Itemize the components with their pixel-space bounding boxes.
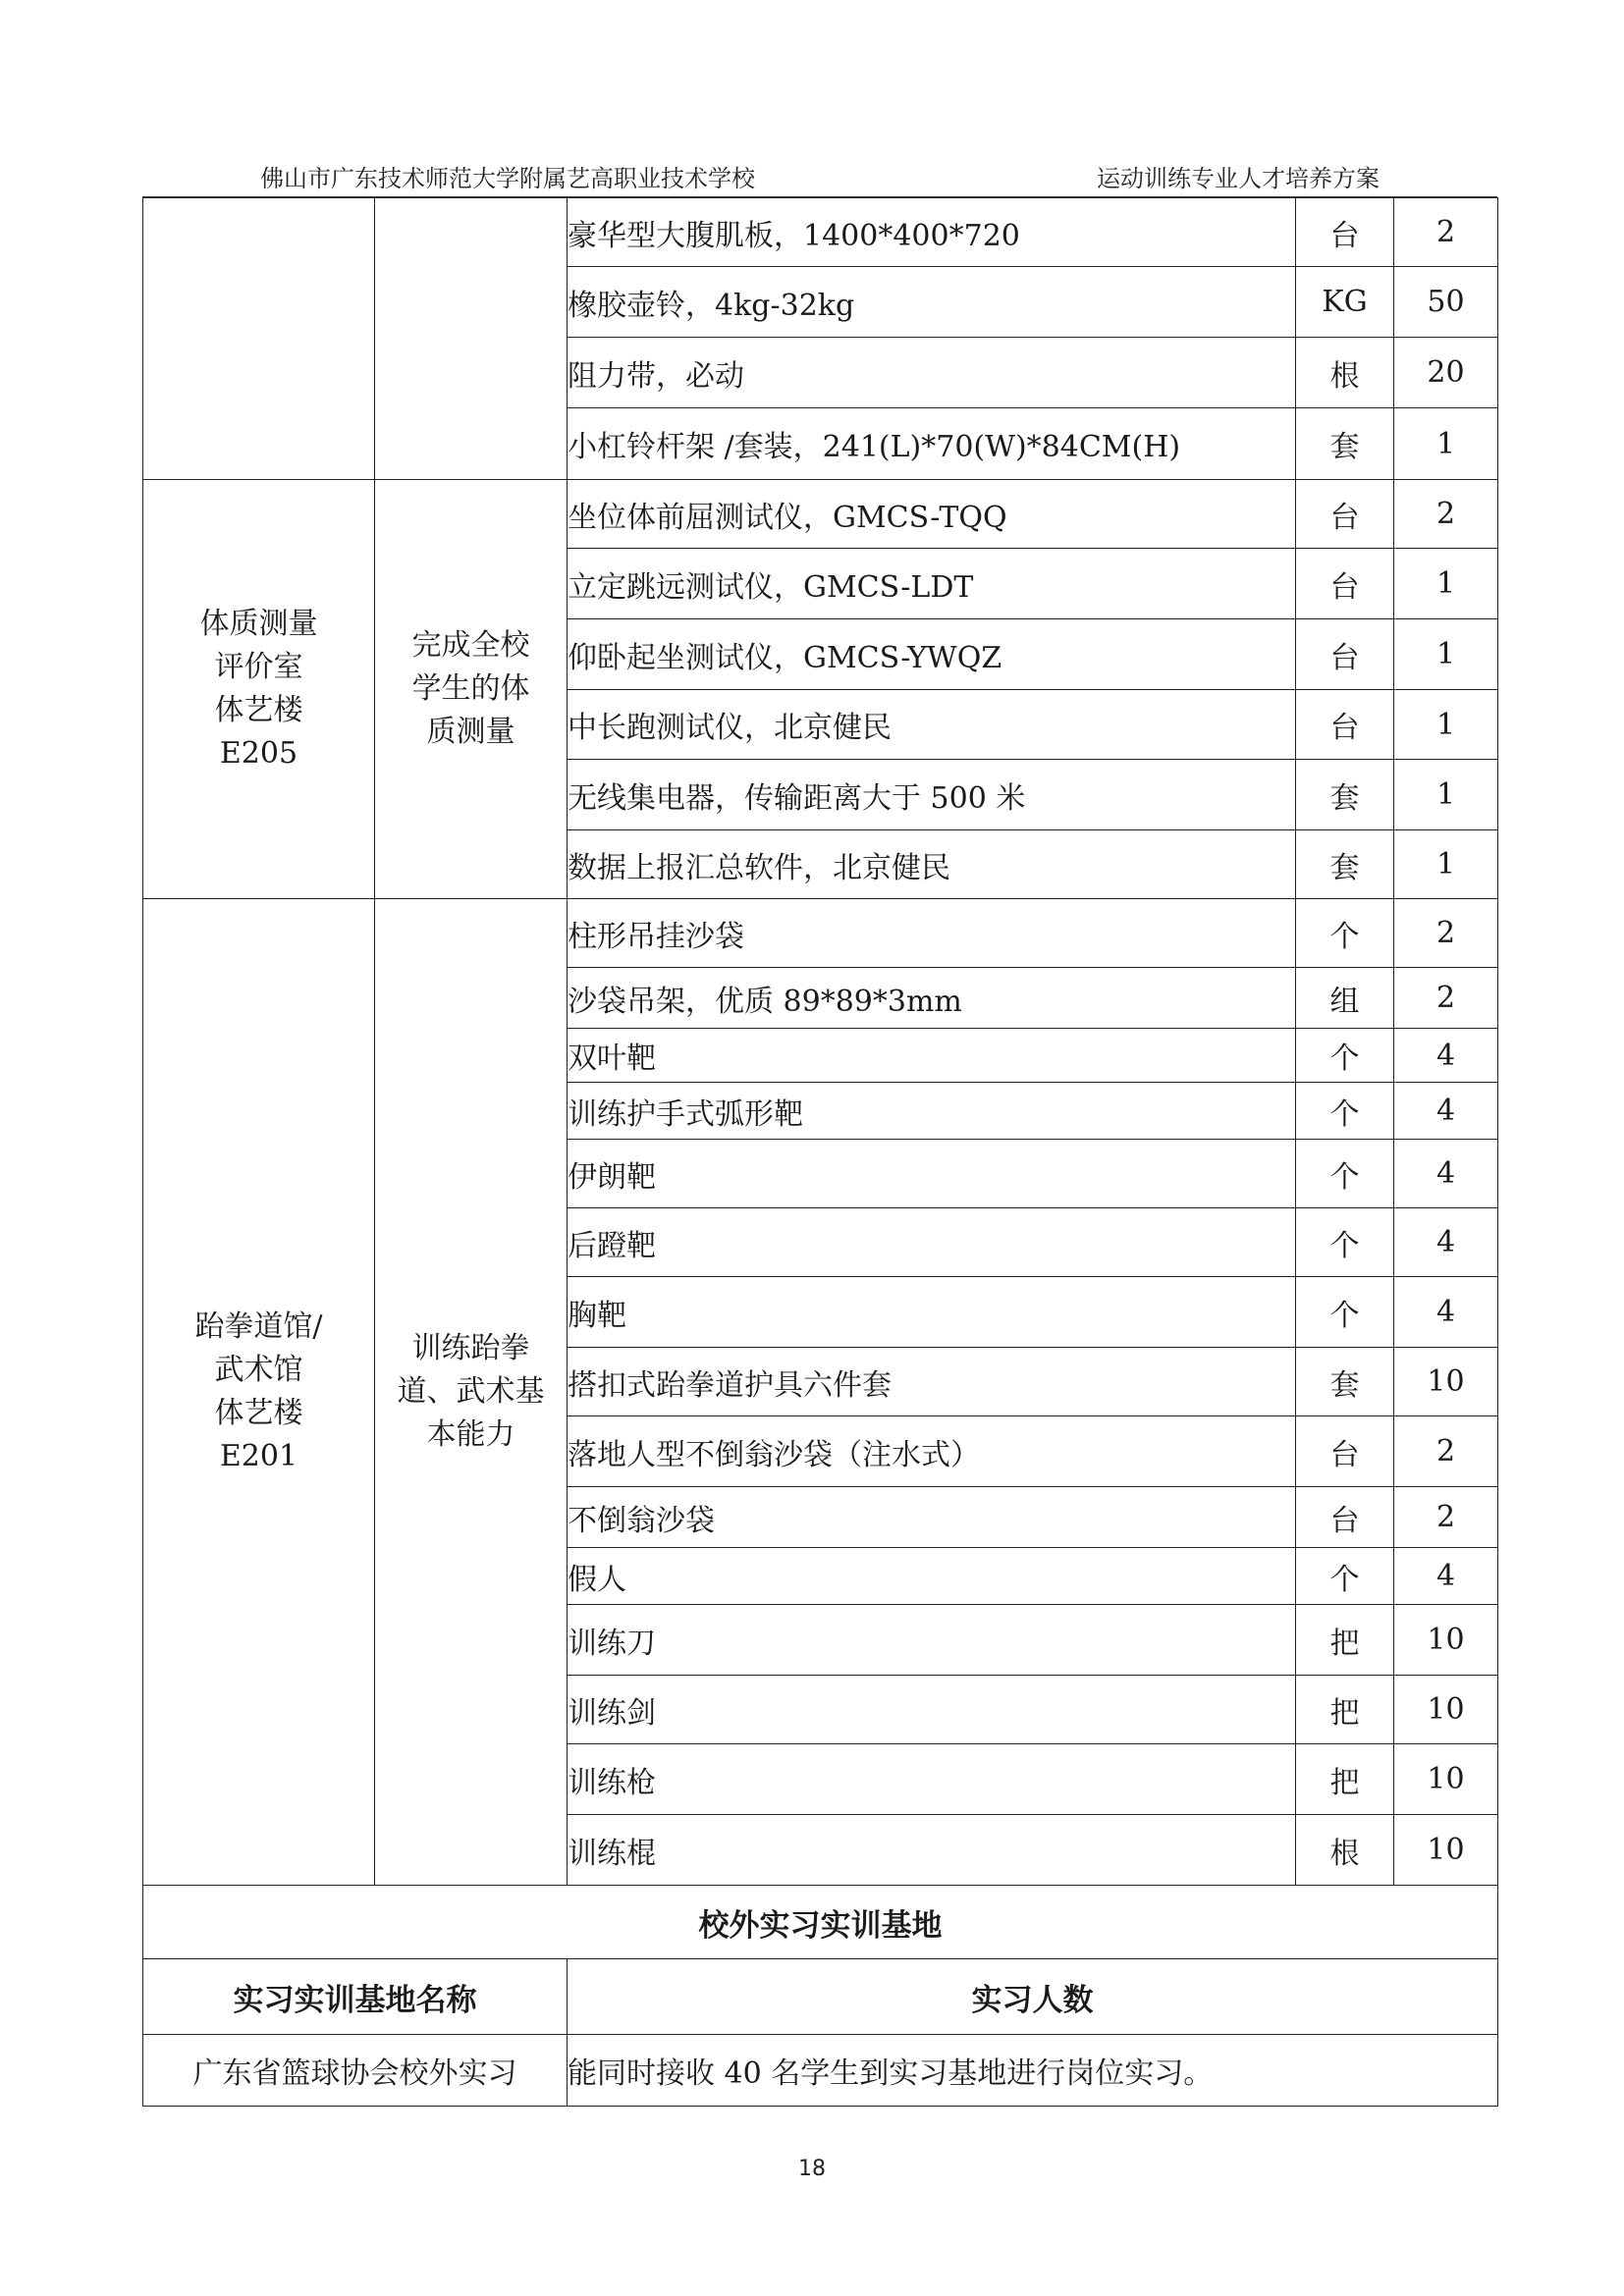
item-name-cell: 坐位体前屈测试仪，GMCS-TQQ <box>568 480 1296 549</box>
quantity-cell: 2 <box>1394 899 1498 968</box>
item-name-cell: 训练棍 <box>568 1815 1296 1886</box>
unit-cell: 台 <box>1296 619 1394 690</box>
function-line: 质测量 <box>426 715 515 749</box>
quantity-cell: 10 <box>1394 1676 1498 1744</box>
function-cell <box>375 198 568 480</box>
unit-cell: 把 <box>1296 1605 1394 1676</box>
unit-cell: 组 <box>1296 968 1394 1029</box>
room-cell <box>143 899 375 1886</box>
page-number: 18 <box>798 2157 826 2181</box>
header-school: 佛山市广东技术师范大学附属艺高职业技术学校 <box>260 165 755 192</box>
equipment-row <box>143 480 1498 549</box>
function-line: 训练跆拳 <box>411 1331 530 1365</box>
unit-cell: 个 <box>1296 899 1394 968</box>
item-name-cell: 伊朗靶 <box>568 1140 1296 1208</box>
quantity-cell: 4 <box>1394 1277 1498 1348</box>
quantity-cell: 4 <box>1394 1208 1498 1277</box>
item-name-cell: 胸靶 <box>568 1277 1296 1348</box>
unit-cell: 根 <box>1296 338 1394 408</box>
item-name-cell: 中长跑测试仪，北京健民 <box>568 690 1296 760</box>
item-name-cell: 柱形吊挂沙袋 <box>568 899 1296 968</box>
room-line: 体质测量 <box>199 607 318 641</box>
unit-cell: 个 <box>1296 1029 1394 1083</box>
unit-cell: 个 <box>1296 1208 1394 1277</box>
unit-cell: 个 <box>1296 1548 1394 1605</box>
item-name-cell: 数据上报汇总软件，北京健民 <box>568 830 1296 899</box>
function-line: 完成全校 <box>411 628 530 663</box>
room-line: 体艺楼 <box>214 1396 303 1430</box>
unit-cell: 台 <box>1296 480 1394 549</box>
quantity-cell: 1 <box>1394 549 1498 619</box>
function-line: 本能力 <box>426 1417 515 1452</box>
quantity-cell: 10 <box>1394 1348 1498 1416</box>
unit-cell: 根 <box>1296 1815 1394 1886</box>
room-cell <box>143 480 375 899</box>
page-header <box>142 163 1497 194</box>
item-name-cell: 训练枪 <box>568 1744 1296 1815</box>
unit-cell: 个 <box>1296 1277 1394 1348</box>
quantity-cell: 1 <box>1394 690 1498 760</box>
quantity-cell: 20 <box>1394 338 1498 408</box>
room-line: 跆拳道馆/ <box>194 1309 323 1344</box>
item-name-cell: 假人 <box>568 1548 1296 1605</box>
unit-cell: 把 <box>1296 1676 1394 1744</box>
item-name-cell: 训练剑 <box>568 1676 1296 1744</box>
quantity-cell: 1 <box>1394 619 1498 690</box>
function-line: 道、武术基 <box>397 1374 545 1409</box>
external-row <box>143 2035 1498 2107</box>
quantity-cell: 2 <box>1394 968 1498 1029</box>
function-cell <box>375 899 568 1886</box>
unit-cell: KG <box>1296 267 1394 338</box>
room-line: E201 <box>219 1439 298 1473</box>
item-name-cell: 仰卧起坐测试仪，GMCS-YWQZ <box>568 619 1296 690</box>
quantity-cell: 2 <box>1394 198 1498 267</box>
item-name-cell: 搭扣式跆拳道护具六件套 <box>568 1348 1296 1416</box>
equipment-table-body <box>143 198 1498 2107</box>
external-col-name: 实习实训基地名称 <box>143 1959 568 2035</box>
item-name-cell: 落地人型不倒翁沙袋（注水式） <box>568 1416 1296 1487</box>
external-header-row <box>143 1959 1498 2035</box>
external-section-title: 校外实习实训基地 <box>143 1886 1498 1959</box>
quantity-cell: 4 <box>1394 1140 1498 1208</box>
quantity-cell: 4 <box>1394 1548 1498 1605</box>
unit-cell: 个 <box>1296 1083 1394 1140</box>
quantity-cell: 10 <box>1394 1605 1498 1676</box>
room-line: 体艺楼 <box>214 693 303 727</box>
item-name-cell: 豪华型大腹肌板，1400*400*720 <box>568 198 1296 267</box>
unit-cell: 个 <box>1296 1140 1394 1208</box>
equipment-row <box>143 198 1498 267</box>
function-cell <box>375 480 568 899</box>
quantity-cell: 10 <box>1394 1744 1498 1815</box>
unit-cell: 把 <box>1296 1744 1394 1815</box>
unit-cell: 台 <box>1296 690 1394 760</box>
base-description-cell: 能同时接收 40 名学生到实习基地进行岗位实习。 <box>568 2035 1498 2107</box>
unit-cell: 套 <box>1296 830 1394 899</box>
item-name-cell: 训练刀 <box>568 1605 1296 1676</box>
base-name-cell: 广东省篮球协会校外实习 <box>143 2035 568 2107</box>
item-name-cell: 双叶靶 <box>568 1029 1296 1083</box>
unit-cell: 套 <box>1296 760 1394 830</box>
unit-cell: 台 <box>1296 198 1394 267</box>
unit-cell: 台 <box>1296 1416 1394 1487</box>
unit-cell: 套 <box>1296 408 1394 480</box>
quantity-cell: 2 <box>1394 1487 1498 1548</box>
quantity-cell: 1 <box>1394 760 1498 830</box>
quantity-cell: 1 <box>1394 830 1498 899</box>
quantity-cell: 50 <box>1394 267 1498 338</box>
item-name-cell: 训练护手式弧形靶 <box>568 1083 1296 1140</box>
unit-cell: 套 <box>1296 1348 1394 1416</box>
quantity-cell: 2 <box>1394 480 1498 549</box>
item-name-cell: 阻力带，必动 <box>568 338 1296 408</box>
unit-cell: 台 <box>1296 549 1394 619</box>
item-name-cell: 橡胶壶铃，4kg-32kg <box>568 267 1296 338</box>
quantity-cell: 1 <box>1394 408 1498 480</box>
item-name-cell: 沙袋吊架，优质 89*89*3mm <box>568 968 1296 1029</box>
quantity-cell: 4 <box>1394 1083 1498 1140</box>
item-name-cell: 不倒翁沙袋 <box>568 1487 1296 1548</box>
quantity-cell: 10 <box>1394 1815 1498 1886</box>
unit-cell: 台 <box>1296 1487 1394 1548</box>
item-name-cell: 立定跳远测试仪，GMCS-LDT <box>568 549 1296 619</box>
external-section-row <box>143 1886 1498 1959</box>
external-col-count: 实习人数 <box>568 1959 1498 2035</box>
header-doc-title: 运动训练专业人才培养方案 <box>1097 165 1380 192</box>
room-line: 评价室 <box>214 650 303 684</box>
room-line: E205 <box>219 736 298 771</box>
item-name-cell: 小杠铃杆架 /套装，241(L)*70(W)*84CM(H) <box>568 408 1296 480</box>
equipment-table <box>142 197 1498 2107</box>
room-line: 武术馆 <box>214 1353 303 1387</box>
item-name-cell: 无线集电器，传输距离大于 500 米 <box>568 760 1296 830</box>
function-line: 学生的体 <box>411 671 530 706</box>
quantity-cell: 4 <box>1394 1029 1498 1083</box>
room-cell <box>143 198 375 480</box>
equipment-row <box>143 899 1498 968</box>
item-name-cell: 后蹬靶 <box>568 1208 1296 1277</box>
quantity-cell: 2 <box>1394 1416 1498 1487</box>
